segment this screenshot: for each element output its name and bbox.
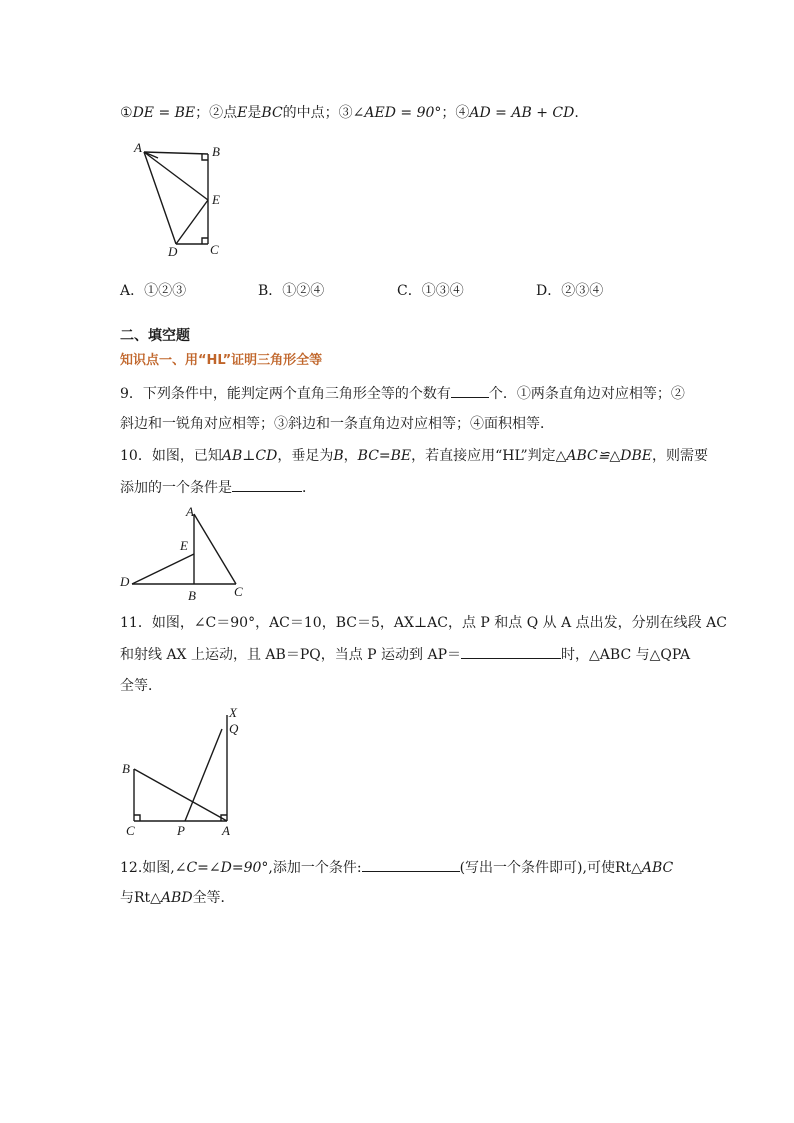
q12-text: 12.如图,	[120, 860, 175, 876]
label-A: A	[222, 823, 230, 838]
option-letter: C．	[397, 283, 422, 299]
cond3-expr: ∠AED = 90°	[352, 105, 442, 121]
q10-expr: AB⊥CD	[221, 448, 278, 464]
q10-text: ，则需要	[651, 448, 708, 464]
cond2-text: 的中点	[282, 105, 325, 121]
label-X: X	[229, 705, 237, 720]
cond2-mark: ②	[209, 105, 224, 121]
figure-q8	[130, 140, 230, 260]
q11-text: 时，△ABC 与△QPA	[561, 647, 691, 663]
cond2-text: 点	[223, 105, 238, 121]
q10-text: ，垂足为	[277, 448, 334, 464]
q10-line-2	[120, 477, 316, 498]
q12-text: 与	[120, 890, 134, 906]
q12-text: Rt△	[134, 890, 161, 906]
q11-answer-blank[interactable]	[461, 644, 561, 659]
option-d[interactable]	[536, 280, 603, 300]
option-value: ①③④	[421, 283, 464, 299]
cond4-expr: AD = AB + CD	[469, 105, 575, 121]
q11-line-2	[120, 644, 690, 665]
knowledge-point-title: 知识点一、用“HL”证明三角形全等	[120, 353, 323, 368]
option-letter: B．	[258, 283, 283, 299]
label-Q: Q	[229, 721, 239, 736]
q9-answer-blank[interactable]	[451, 383, 489, 398]
q11-line-3: 全等．	[120, 678, 162, 694]
option-value: ②③④	[561, 283, 604, 299]
separator: ；	[324, 105, 339, 121]
q10-expr: BC=BE	[357, 448, 412, 464]
label-C: C	[210, 242, 219, 257]
option-b[interactable]	[258, 280, 324, 300]
q10-answer-blank[interactable]	[232, 477, 302, 492]
cond2-point: E	[237, 105, 248, 121]
cond3-mark: ③	[338, 105, 353, 121]
label-E: E	[180, 538, 188, 553]
q10-text: 添加的一个条件是	[120, 480, 232, 496]
label-B: B	[188, 588, 196, 603]
option-letter: D．	[536, 283, 562, 299]
option-a[interactable]	[120, 280, 186, 300]
label-P: P	[177, 823, 185, 838]
q12-text: (写出一个条件即可),可使	[459, 860, 615, 876]
q12-text: 全等．	[192, 890, 235, 906]
q10-expr: B	[333, 448, 344, 464]
q10-text: ，若直接应用“HL”判定	[411, 448, 556, 464]
q9-line-1	[120, 383, 685, 404]
figure-q11	[118, 705, 248, 840]
cond4-mark: ④	[455, 105, 470, 121]
q10-line-1	[120, 446, 708, 466]
q12-text: ,添加一个条件:	[268, 860, 362, 876]
q12-expr: ABC	[641, 860, 674, 876]
q12-text: Rt△	[614, 860, 642, 876]
q12-answer-blank[interactable]	[362, 857, 460, 872]
label-C: C	[126, 823, 135, 838]
q12-line-1	[120, 857, 673, 878]
label-B: B	[122, 761, 130, 776]
period: .	[574, 105, 579, 121]
q10-text: ．	[302, 480, 316, 496]
separator: ；	[195, 105, 210, 121]
q12-expr: ABD	[160, 890, 193, 906]
q9-text: 9．下列条件中，能判定两个直角三角形全等的个数有	[120, 386, 451, 402]
section-title: 二、填空题	[120, 328, 190, 344]
q9-text: 个．①两条直角边对应相等；②	[488, 386, 685, 402]
q8-conditions-line	[120, 103, 579, 123]
q10-text: ，	[343, 448, 358, 464]
cond2-segment: BC	[261, 105, 283, 121]
option-value: ①②④	[282, 283, 325, 299]
cond2-text: 是	[247, 105, 262, 121]
q11-line-1: 11．如图，∠C＝90°，AC＝10，BC＝5，AX⊥AC，点 P 和点 Q 从 A 点出发，分别在线段 AC	[120, 615, 727, 631]
option-letter: A．	[120, 283, 145, 299]
q9-line-2: 斜边和一锐角对应相等；③斜边和一条直角边对应相等；④面积相等．	[120, 416, 554, 432]
q11-text: 和射线 AX 上运动，且 AB＝PQ，当点 P 运动到 AP＝	[120, 647, 462, 663]
option-value: ①②③	[144, 283, 187, 299]
q12-line-2	[120, 888, 235, 908]
label-A: A	[134, 140, 142, 155]
q12-expr: ∠C=∠D=90°	[174, 860, 269, 876]
separator: ；	[441, 105, 456, 121]
q10-expr: △ABC≌△DBE	[555, 448, 652, 464]
label-A: A	[186, 504, 194, 519]
label-E: E	[212, 192, 220, 207]
cond1-expr: DE = BE	[132, 105, 196, 121]
label-D: D	[168, 244, 178, 259]
figure-q10	[118, 500, 258, 605]
label-B: B	[212, 144, 220, 159]
label-C: C	[234, 584, 243, 599]
label-D: D	[120, 574, 130, 589]
option-c[interactable]	[397, 280, 464, 300]
cond1-mark: ①	[120, 105, 133, 121]
q10-text: 10．如图，已知	[120, 448, 222, 464]
